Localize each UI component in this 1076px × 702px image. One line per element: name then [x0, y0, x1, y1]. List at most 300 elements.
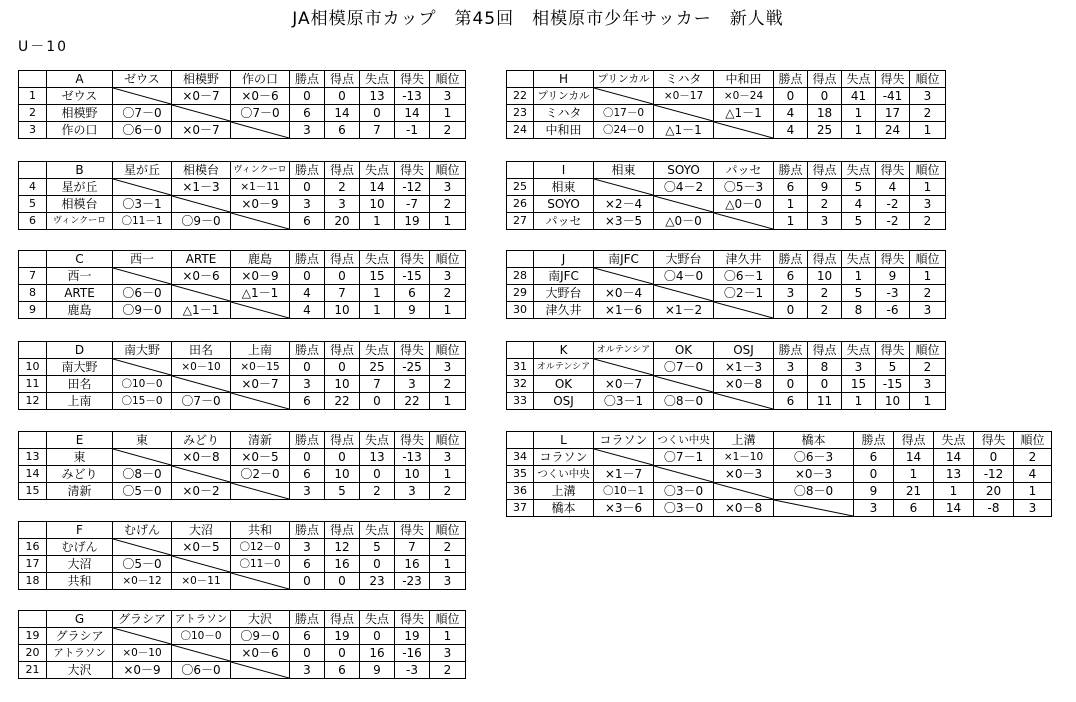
match-result: ×0－10	[113, 645, 172, 662]
goal-diff-cell: -3	[876, 285, 910, 302]
goals-for-cell: 11	[808, 393, 842, 410]
goals-against-cell: 15	[842, 376, 876, 393]
team-name: 相東	[534, 179, 594, 196]
stat-header: 失点	[360, 162, 395, 179]
goals-for-cell: 3	[325, 196, 360, 213]
table-row	[19, 196, 466, 213]
goal-diff-cell: 14	[395, 105, 430, 122]
goal-diff-cell: 24	[876, 122, 910, 139]
points-cell: 6	[290, 393, 325, 410]
goals-for-cell: 10	[325, 376, 360, 393]
points-cell: 4	[774, 105, 808, 122]
goals-for-cell: 10	[808, 268, 842, 285]
rank-cell: 2	[430, 196, 466, 213]
match-result: 〇3－1	[113, 196, 172, 213]
self-match-cell	[654, 376, 714, 393]
team-number: 16	[19, 539, 47, 556]
stat-header: 得失	[395, 251, 430, 268]
table-row	[19, 449, 466, 466]
team-number: 28	[507, 268, 534, 285]
points-cell: 6	[854, 449, 894, 466]
goals-for-cell: 10	[325, 466, 360, 483]
diagonal-line	[172, 645, 230, 661]
group-name: E	[47, 432, 113, 449]
team-name: 上溝	[534, 483, 594, 500]
goal-diff-cell: 20	[974, 483, 1014, 500]
rank-cell: 2	[910, 213, 946, 230]
match-result: 〇7－0	[231, 105, 290, 122]
group-name: D	[47, 342, 113, 359]
table-header-row	[507, 162, 946, 179]
diagonal-line	[714, 302, 773, 318]
table-header-row	[19, 611, 466, 628]
team-number: 36	[507, 483, 534, 500]
team-name: 相模台	[47, 196, 113, 213]
team-number: 6	[19, 213, 47, 230]
group-table-e	[18, 431, 466, 500]
points-cell: 3	[290, 122, 325, 139]
stat-header: 勝点	[774, 71, 808, 88]
stat-header: 得点	[325, 342, 360, 359]
team-number: 18	[19, 573, 47, 590]
table-row	[507, 483, 1052, 500]
team-name: プリンカル	[534, 88, 594, 105]
stat-header: 順位	[430, 71, 466, 88]
self-match-cell	[654, 196, 714, 213]
diagonal-line	[231, 302, 289, 318]
self-match-cell	[594, 359, 654, 376]
goals-for-cell: 19	[325, 628, 360, 645]
rank-cell: 1	[430, 105, 466, 122]
match-result: 〇6－1	[714, 268, 774, 285]
goals-for-cell: 14	[325, 105, 360, 122]
goal-diff-cell: 5	[876, 359, 910, 376]
team-number: 20	[19, 645, 47, 662]
self-match-cell	[654, 105, 714, 122]
table-header-row	[19, 162, 466, 179]
points-cell: 0	[774, 302, 808, 319]
team-number: 7	[19, 268, 47, 285]
rank-cell: 1	[430, 302, 466, 319]
team-number: 5	[19, 196, 47, 213]
goal-diff-cell: 17	[876, 105, 910, 122]
team-name: つくい中央	[534, 466, 594, 483]
goals-for-cell: 10	[325, 302, 360, 319]
table-row	[19, 628, 466, 645]
stat-header: 順位	[910, 251, 946, 268]
match-result: ×0－9	[231, 268, 290, 285]
table-row	[19, 105, 466, 122]
diagonal-line	[231, 122, 289, 138]
points-cell: 4	[290, 302, 325, 319]
stat-header: 得失	[395, 71, 430, 88]
team-number: 4	[19, 179, 47, 196]
goal-diff-cell: 7	[395, 539, 430, 556]
header-blank	[507, 162, 534, 179]
opponent-header: 南大野	[113, 342, 172, 359]
opponent-header: SOYO	[654, 162, 714, 179]
points-cell: 6	[290, 213, 325, 230]
group-table-a	[18, 70, 466, 139]
rank-cell: 3	[1014, 500, 1052, 517]
opponent-header: コラソン	[594, 432, 654, 449]
goals-for-cell: 0	[325, 359, 360, 376]
opponent-header: つくい中央	[654, 432, 714, 449]
table-row	[19, 213, 466, 230]
table-row	[19, 645, 466, 662]
stat-header: 勝点	[290, 522, 325, 539]
group-table-i	[506, 161, 946, 230]
match-result: ×0－15	[231, 359, 290, 376]
goal-diff-cell: -23	[395, 573, 430, 590]
goal-diff-cell: -12	[395, 179, 430, 196]
opponent-header: 大沼	[172, 522, 231, 539]
match-result: △1－1	[654, 122, 714, 139]
header-blank	[19, 71, 47, 88]
group-table-k	[506, 341, 946, 410]
team-name: 作の口	[47, 122, 113, 139]
stat-header: 得失	[395, 611, 430, 628]
opponent-header: 清新	[231, 432, 290, 449]
rank-cell: 3	[430, 573, 466, 590]
points-cell: 1	[774, 213, 808, 230]
stat-header: 順位	[910, 342, 946, 359]
match-result: 〇2－1	[714, 285, 774, 302]
diagonal-line	[113, 88, 171, 104]
group-table-b	[18, 161, 466, 230]
group-table-j	[506, 250, 946, 319]
table-header-row	[19, 522, 466, 539]
goal-diff-cell: 3	[395, 376, 430, 393]
group-name: H	[534, 71, 594, 88]
team-number: 32	[507, 376, 534, 393]
header-blank	[19, 611, 47, 628]
self-match-cell	[714, 302, 774, 319]
points-cell: 0	[290, 449, 325, 466]
goals-for-cell: 6	[325, 122, 360, 139]
points-cell: 3	[854, 500, 894, 517]
stat-header: 勝点	[290, 71, 325, 88]
match-result: △0－0	[654, 213, 714, 230]
match-result: ×0－7	[172, 88, 231, 105]
goals-for-cell: 7	[325, 285, 360, 302]
goals-against-cell: 0	[360, 556, 395, 573]
match-result: ×1－6	[594, 302, 654, 319]
stat-header: 失点	[842, 71, 876, 88]
team-name: SOYO	[534, 196, 594, 213]
rank-cell: 1	[430, 628, 466, 645]
goals-against-cell: 15	[360, 268, 395, 285]
goal-diff-cell: -25	[395, 359, 430, 376]
team-number: 33	[507, 393, 534, 410]
stat-header: 得点	[808, 162, 842, 179]
goals-against-cell: 5	[360, 539, 395, 556]
rank-cell: 1	[910, 268, 946, 285]
match-result: 〇10－1	[594, 483, 654, 500]
goals-against-cell: 14	[934, 500, 974, 517]
goal-diff-cell: -2	[876, 196, 910, 213]
diagonal-line	[594, 359, 653, 375]
opponent-header: プリンカル	[594, 71, 654, 88]
opponent-header: 南JFC	[594, 251, 654, 268]
match-result: ×0－12	[113, 573, 172, 590]
match-result: ×0－7	[172, 122, 231, 139]
team-number: 9	[19, 302, 47, 319]
stat-header: 勝点	[290, 432, 325, 449]
diagonal-line	[654, 196, 713, 212]
team-number: 30	[507, 302, 534, 319]
self-match-cell	[113, 268, 172, 285]
table-row	[507, 302, 946, 319]
points-cell: 3	[774, 359, 808, 376]
rank-cell: 1	[430, 213, 466, 230]
match-result: ×0－7	[231, 376, 290, 393]
match-result: 〇6－0	[172, 662, 231, 679]
stat-header: 得失	[395, 432, 430, 449]
header-blank	[507, 432, 534, 449]
match-result: ×0－2	[172, 483, 231, 500]
goals-for-cell: 16	[325, 556, 360, 573]
goal-diff-cell: -13	[395, 449, 430, 466]
points-cell: 9	[854, 483, 894, 500]
table-header-row	[19, 251, 466, 268]
stat-header: 失点	[360, 611, 395, 628]
goals-against-cell: 10	[360, 196, 395, 213]
match-result: 〇5－3	[714, 179, 774, 196]
match-result: 〇6－0	[113, 285, 172, 302]
diagonal-line	[714, 122, 773, 138]
self-match-cell	[113, 628, 172, 645]
group-table-f	[18, 521, 466, 590]
stat-header: 失点	[360, 432, 395, 449]
stat-header: 勝点	[290, 611, 325, 628]
team-number: 19	[19, 628, 47, 645]
category-label: U－10	[18, 39, 69, 55]
match-result: 〇9－0	[172, 213, 231, 230]
team-number: 22	[507, 88, 534, 105]
match-result: 〇8－0	[774, 483, 854, 500]
goal-diff-cell: -6	[876, 302, 910, 319]
opponent-header: パッセ	[714, 162, 774, 179]
stat-header: 失点	[842, 162, 876, 179]
table-header-row	[19, 71, 466, 88]
match-result: 〇7－0	[172, 393, 231, 410]
rank-cell: 3	[910, 88, 946, 105]
team-number: 29	[507, 285, 534, 302]
stat-header: 得点	[808, 251, 842, 268]
match-result: 〇4－0	[654, 268, 714, 285]
group-table-l	[506, 431, 1052, 517]
group-name: G	[47, 611, 113, 628]
match-result: ×0－8	[172, 449, 231, 466]
diagonal-line	[113, 449, 171, 465]
stat-header: 得点	[808, 71, 842, 88]
opponent-header: 作の口	[231, 71, 290, 88]
opponent-header: アトラソン	[172, 611, 231, 628]
team-number: 14	[19, 466, 47, 483]
table-row	[19, 285, 466, 302]
goal-diff-cell: 6	[395, 285, 430, 302]
goal-diff-cell: -2	[876, 213, 910, 230]
match-result: 〇8－0	[113, 466, 172, 483]
goals-against-cell: 23	[360, 573, 395, 590]
goals-against-cell: 7	[360, 376, 395, 393]
goals-for-cell: 2	[808, 302, 842, 319]
goals-against-cell: 1	[934, 483, 974, 500]
self-match-cell	[654, 466, 714, 483]
opponent-header: 鹿島	[231, 251, 290, 268]
match-result: ×0－3	[774, 466, 854, 483]
team-name: グラシア	[47, 628, 113, 645]
goals-for-cell: 20	[325, 213, 360, 230]
stat-header: 得失	[395, 342, 430, 359]
match-result: ×1－11	[231, 179, 290, 196]
stat-header: 順位	[430, 342, 466, 359]
team-name: 津久井	[534, 302, 594, 319]
match-result: 〇12－0	[231, 539, 290, 556]
goal-diff-cell: -13	[395, 88, 430, 105]
table-row	[19, 88, 466, 105]
rank-cell: 2	[430, 376, 466, 393]
team-name: 清新	[47, 483, 113, 500]
match-result: 〇10－0	[113, 376, 172, 393]
group-table-g	[18, 610, 466, 679]
stat-header: 得点	[325, 71, 360, 88]
team-name: OSJ	[534, 393, 594, 410]
goals-for-cell: 22	[325, 393, 360, 410]
match-result: 〇5－0	[113, 556, 172, 573]
rank-cell: 3	[430, 268, 466, 285]
diagonal-line	[774, 500, 853, 516]
match-result: △1－1	[231, 285, 290, 302]
header-blank	[19, 162, 47, 179]
table-row	[19, 662, 466, 679]
opponent-header: OSJ	[714, 342, 774, 359]
table-row	[19, 466, 466, 483]
stat-header: 勝点	[854, 432, 894, 449]
team-number: 3	[19, 122, 47, 139]
team-name: ミハタ	[534, 105, 594, 122]
self-match-cell	[113, 179, 172, 196]
match-result: ×0－7	[594, 376, 654, 393]
group-name: B	[47, 162, 113, 179]
points-cell: 0	[290, 179, 325, 196]
diagonal-line	[172, 556, 230, 572]
self-match-cell	[172, 376, 231, 393]
rank-cell: 4	[1014, 466, 1052, 483]
group-name: I	[534, 162, 594, 179]
opponent-header: 星が丘	[113, 162, 172, 179]
match-result: 〇11－0	[231, 556, 290, 573]
points-cell: 6	[290, 556, 325, 573]
team-number: 34	[507, 449, 534, 466]
goals-for-cell: 9	[808, 179, 842, 196]
rank-cell: 3	[910, 196, 946, 213]
self-match-cell	[113, 88, 172, 105]
match-result: △1－1	[714, 105, 774, 122]
goals-against-cell: 14	[360, 179, 395, 196]
diagonal-line	[654, 376, 713, 392]
self-match-cell	[714, 483, 774, 500]
diagonal-line	[654, 285, 713, 301]
match-result: ×0－6	[231, 645, 290, 662]
table-row	[507, 213, 946, 230]
points-cell: 0	[774, 376, 808, 393]
group-name: L	[534, 432, 594, 449]
match-result: 〇5－0	[113, 483, 172, 500]
table-row	[19, 556, 466, 573]
match-result: ×3－6	[594, 500, 654, 517]
stat-header: 得失	[974, 432, 1014, 449]
diagonal-line	[172, 466, 230, 482]
goals-against-cell: 13	[360, 88, 395, 105]
match-result: 〇6－3	[774, 449, 854, 466]
points-cell: 0	[290, 645, 325, 662]
diagonal-line	[714, 213, 773, 229]
team-name: パッセ	[534, 213, 594, 230]
stat-header: 失点	[934, 432, 974, 449]
table-row	[507, 122, 946, 139]
team-number: 2	[19, 105, 47, 122]
team-name: 東	[47, 449, 113, 466]
goal-diff-cell: 16	[395, 556, 430, 573]
header-blank	[507, 342, 534, 359]
goal-diff-cell: -1	[395, 122, 430, 139]
header-blank	[19, 522, 47, 539]
points-cell: 6	[774, 393, 808, 410]
opponent-header: ゼウス	[113, 71, 172, 88]
points-cell: 4	[290, 285, 325, 302]
points-cell: 1	[774, 196, 808, 213]
table-header-row	[507, 251, 946, 268]
match-result: ×0－10	[172, 359, 231, 376]
goals-against-cell: 0	[360, 628, 395, 645]
table-header-row	[507, 342, 946, 359]
rank-cell: 1	[910, 122, 946, 139]
team-name: むげん	[47, 539, 113, 556]
group-name: K	[534, 342, 594, 359]
stat-header: 失点	[360, 251, 395, 268]
match-result: ×0－5	[231, 449, 290, 466]
table-header-row	[507, 432, 1052, 449]
self-match-cell	[594, 268, 654, 285]
match-result: ×0－6	[231, 88, 290, 105]
rank-cell: 2	[910, 359, 946, 376]
match-result: 〇3－0	[654, 500, 714, 517]
points-cell: 0	[774, 88, 808, 105]
stat-header: 勝点	[290, 342, 325, 359]
stat-header: 勝点	[774, 162, 808, 179]
points-cell: 3	[290, 483, 325, 500]
team-name: みどり	[47, 466, 113, 483]
diagonal-line	[654, 466, 713, 482]
rank-cell: 3	[910, 302, 946, 319]
stat-header: 順位	[430, 611, 466, 628]
match-result: ×0－9	[231, 196, 290, 213]
team-number: 35	[507, 466, 534, 483]
goals-against-cell: 1	[360, 302, 395, 319]
diagonal-line	[172, 196, 230, 212]
goals-against-cell: 16	[360, 645, 395, 662]
self-match-cell	[113, 359, 172, 376]
goals-for-cell: 0	[325, 573, 360, 590]
team-name: コラソン	[534, 449, 594, 466]
goal-diff-cell: -15	[395, 268, 430, 285]
diagonal-line	[231, 483, 289, 499]
diagonal-line	[172, 285, 230, 301]
goals-for-cell: 2	[808, 285, 842, 302]
opponent-header: 相模台	[172, 162, 231, 179]
